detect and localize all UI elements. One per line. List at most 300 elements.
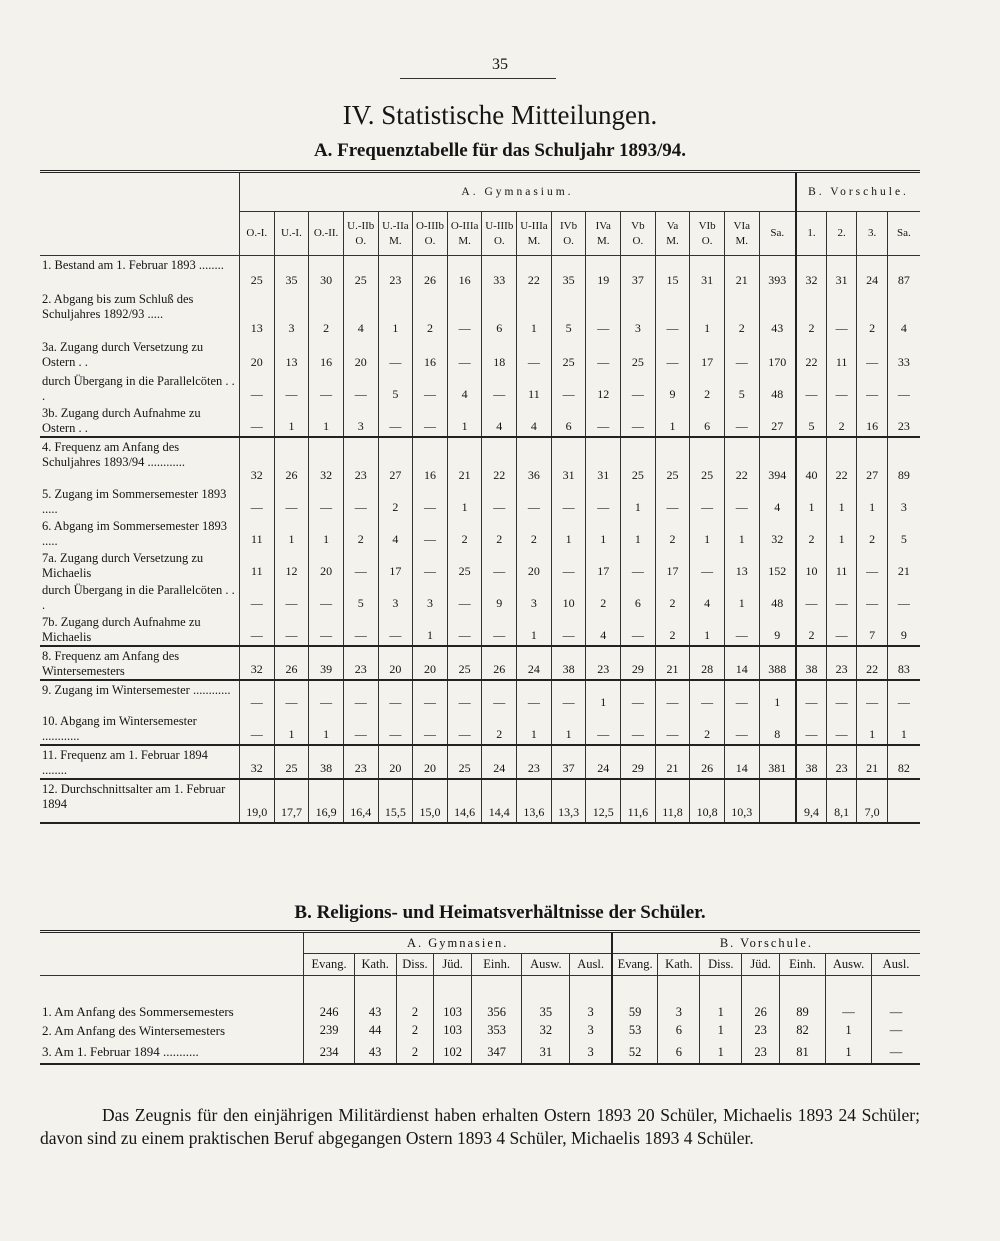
column-header: Jüd.: [434, 954, 472, 976]
table-cell: —: [343, 372, 378, 404]
column-header: Diss.: [396, 954, 434, 976]
column-header: Evang.: [304, 954, 354, 976]
table-cell: 4: [343, 290, 378, 338]
table-cell: —: [796, 581, 826, 613]
table-cell: —: [586, 290, 621, 338]
table-cell: —: [447, 290, 482, 338]
table-cell: 20: [413, 745, 448, 779]
table-cell: —: [621, 549, 656, 581]
table-cell: 23: [586, 646, 621, 680]
table-cell: 21: [447, 437, 482, 485]
table-row: [40, 613, 920, 646]
table-cell: —: [239, 404, 274, 437]
column-header: [309, 212, 344, 256]
table-cell: —: [378, 338, 413, 372]
table-cell: —: [586, 485, 621, 517]
table-row: [40, 290, 920, 338]
table-cell: 23: [343, 437, 378, 485]
table-cell: 11,8: [655, 779, 690, 823]
table-cell: —: [724, 712, 759, 745]
column-header: [239, 212, 274, 256]
table-cell: 52: [612, 1042, 658, 1064]
table-cell: 1: [796, 485, 826, 517]
table-cell: 40: [796, 437, 826, 485]
column-header-line: U.-I.: [281, 227, 302, 239]
table-cell: 87: [887, 256, 920, 290]
table-cell: 83: [887, 646, 920, 680]
column-header: [621, 212, 656, 256]
table-cell: 2: [447, 517, 482, 549]
row-label: 5. Zugang im Sommersemester 1893 .....: [42, 486, 227, 516]
table-cell: 13: [274, 338, 309, 372]
column-header-line: Vb: [631, 219, 645, 232]
table-cell: 53: [612, 1020, 658, 1042]
table-cell: 1: [724, 581, 759, 613]
column-header: Einh.: [472, 954, 522, 976]
table-cell: 25: [690, 437, 725, 485]
row-label: 2. Abgang bis zum Schluß des Schuljahres 1892/93 .....: [42, 291, 194, 321]
table-cell: —: [413, 712, 448, 745]
table-cell: 1: [690, 517, 725, 549]
table-cell: 25: [239, 256, 274, 290]
table-cell: —: [655, 485, 690, 517]
religion-table: [40, 930, 920, 1065]
table-row: [40, 646, 920, 680]
table-row: [40, 549, 920, 581]
table-cell: 6: [621, 581, 656, 613]
table-cell: 2: [796, 613, 826, 646]
table-cell: 32: [239, 646, 274, 680]
table-cell: —: [826, 372, 856, 404]
column-header-line: O-IIIa: [450, 219, 479, 232]
table-cell: 12: [274, 549, 309, 581]
table-cell: 26: [690, 745, 725, 779]
table-cell: —: [239, 372, 274, 404]
column-header: Kath.: [354, 954, 396, 976]
table-cell: 29: [621, 745, 656, 779]
table-cell: 3: [570, 1042, 612, 1064]
table-cell: —: [724, 613, 759, 646]
table-cell: 82: [887, 745, 920, 779]
column-header: [655, 212, 690, 256]
table-cell: 5: [343, 581, 378, 613]
table-cell: 32: [239, 437, 274, 485]
table-cell: 23: [742, 1042, 780, 1064]
table-cell: 16: [309, 338, 344, 372]
vorschule-section-header: B. Vorschule.: [796, 172, 920, 212]
table-row: [40, 517, 920, 549]
table-cell: 82: [779, 1020, 825, 1042]
table-cell: 38: [551, 646, 586, 680]
column-header-line: O.: [632, 234, 644, 247]
table-cell: —: [872, 1042, 920, 1064]
table-cell: 17: [378, 549, 413, 581]
table-cell: 20: [413, 646, 448, 680]
row-label: durch Übergang in die Parallelcöten . . .: [42, 373, 235, 403]
table-cell: 234: [304, 1042, 354, 1064]
table-cell: —: [826, 613, 856, 646]
table-cell: 394: [759, 437, 796, 485]
table-cell: 1: [759, 680, 796, 712]
table-cell: 23: [517, 745, 552, 779]
column-header-line: O.: [493, 234, 505, 247]
table-cell: 1: [413, 613, 448, 646]
table-cell: 26: [274, 437, 309, 485]
table-cell: 23: [343, 646, 378, 680]
table-cell: 38: [796, 745, 826, 779]
table-cell: 9: [482, 581, 517, 613]
table-cell: 35: [274, 256, 309, 290]
table-cell: 25: [447, 646, 482, 680]
table-cell: —: [343, 680, 378, 712]
table-cell: 15: [655, 256, 690, 290]
table-cell: 38: [309, 745, 344, 779]
column-header-line: O.: [563, 234, 574, 247]
table-cell: —: [826, 290, 856, 338]
table-cell: 24: [857, 256, 887, 290]
table-cell: 2: [724, 290, 759, 338]
table-cell: —: [724, 338, 759, 372]
table-cell: 26: [742, 976, 780, 1020]
table-cell: 2: [396, 1020, 434, 1042]
table-row: [40, 712, 920, 745]
table-cell: —: [517, 338, 552, 372]
table-cell: 17: [586, 549, 621, 581]
table-cell: —: [586, 404, 621, 437]
table-cell: 1: [586, 680, 621, 712]
table-b-heading: B. Religions- und Heimatsverhältnisse der Schüler.: [294, 902, 706, 923]
column-header-line: O.: [355, 234, 367, 247]
table-cell: 12: [586, 372, 621, 404]
table-cell: —: [690, 485, 725, 517]
table-cell: 10: [551, 581, 586, 613]
table-cell: —: [309, 372, 344, 404]
row-label: 6. Abgang im Sommersemester 1893 .....: [42, 518, 228, 548]
table-cell: 21: [857, 745, 887, 779]
table-cell: —: [887, 372, 920, 404]
table-cell: —: [378, 613, 413, 646]
table-row: [40, 404, 920, 437]
table-cell: 1: [700, 976, 742, 1020]
column-header: [447, 212, 482, 256]
table-cell: —: [872, 1020, 920, 1042]
table-cell: 22: [826, 437, 856, 485]
column-header: Evang.: [612, 954, 658, 976]
table-cell: 43: [354, 976, 396, 1020]
table-cell: —: [482, 549, 517, 581]
table-cell: 353: [472, 1020, 522, 1042]
table-cell: 31: [690, 256, 725, 290]
table-cell: 16,9: [309, 779, 344, 823]
column-header: [378, 212, 413, 256]
table-cell: 23: [343, 745, 378, 779]
table-cell: 5: [887, 517, 920, 549]
table-cell: —: [309, 613, 344, 646]
table-cell: 31: [826, 256, 856, 290]
table-cell: 2: [690, 372, 725, 404]
row-label: 1. Am Anfang des Sommersemesters: [40, 976, 304, 1020]
table-cell: 1: [621, 517, 656, 549]
table-cell: —: [796, 372, 826, 404]
table-cell: 24: [517, 646, 552, 680]
table-cell: 16,4: [343, 779, 378, 823]
table-cell: 356: [472, 976, 522, 1020]
table-cell: 1: [274, 517, 309, 549]
table-cell: 20: [309, 549, 344, 581]
column-header-line: O.-II.: [313, 227, 339, 239]
table-cell: 2: [655, 581, 690, 613]
table-cell: 3: [517, 581, 552, 613]
row-label: 3a. Zugang durch Versetzung zu Ostern . .: [42, 339, 204, 369]
table-cell: 37: [551, 745, 586, 779]
table-cell: 11: [826, 549, 856, 581]
table-cell: 1: [690, 290, 725, 338]
table-cell: 393: [759, 256, 796, 290]
column-header-line: M.: [389, 234, 402, 247]
table-cell: —: [309, 581, 344, 613]
table-cell: 14,4: [482, 779, 517, 823]
table-cell: 39: [309, 646, 344, 680]
table-cell: 11: [239, 549, 274, 581]
table-cell: —: [857, 338, 887, 372]
table-cell: —: [857, 680, 887, 712]
table-cell: —: [447, 680, 482, 712]
table-cell: 1: [551, 517, 586, 549]
table-cell: 1: [826, 1020, 872, 1042]
table-cell: 1: [586, 517, 621, 549]
table-row: [40, 976, 920, 1020]
column-header: [517, 212, 552, 256]
column-header: 3.: [857, 212, 887, 256]
table-cell: 17: [655, 549, 690, 581]
table-cell: 1: [690, 613, 725, 646]
table-cell: 1: [517, 290, 552, 338]
table-cell: 32: [796, 256, 826, 290]
table-cell: 13,3: [551, 779, 586, 823]
table-cell: —: [857, 581, 887, 613]
table-cell: 27: [857, 437, 887, 485]
table-cell: 5: [796, 404, 826, 437]
table-cell: 20: [517, 549, 552, 581]
table-cell: [759, 779, 796, 823]
table-cell: —: [482, 680, 517, 712]
table-cell: 103: [434, 976, 472, 1020]
column-header-line: M.: [666, 234, 679, 247]
table-row: [40, 437, 920, 485]
table-row: [40, 779, 920, 823]
column-header-line: VIa: [733, 219, 751, 232]
table-cell: 37: [621, 256, 656, 290]
table-cell: 14,6: [447, 779, 482, 823]
table-cell: 3: [413, 581, 448, 613]
table-cell: 3: [887, 485, 920, 517]
table-cell: 25: [551, 338, 586, 372]
table-cell: 10: [796, 549, 826, 581]
table-cell: 1: [517, 613, 552, 646]
column-header: Sa.: [887, 212, 920, 256]
table-cell: 20: [343, 338, 378, 372]
table-cell: 21: [655, 745, 690, 779]
table-cell: —: [796, 712, 826, 745]
table-cell: 1: [274, 712, 309, 745]
table-cell: 19,0: [239, 779, 274, 823]
table-cell: 4: [586, 613, 621, 646]
table-cell: —: [887, 581, 920, 613]
table-cell: —: [690, 680, 725, 712]
table-cell: 20: [239, 338, 274, 372]
table-cell: —: [517, 485, 552, 517]
table-cell: 9: [759, 613, 796, 646]
table-cell: —: [413, 372, 448, 404]
table-cell: 22: [517, 256, 552, 290]
footnote-text: Das Zeugnis für den einjährigen Militärdienst haben erhalten Ostern 1893 20 Schüler, Michaelis 1893 24 Schüler; davon sind zu einem praktischen Beruf abgegangen Ostern 1893 4 Schüler, Michaelis 1893 4 Schüler.: [40, 1105, 920, 1148]
table-row: [40, 1020, 920, 1042]
table-cell: —: [586, 712, 621, 745]
table-cell: 246: [304, 976, 354, 1020]
table-cell: 9,4: [796, 779, 826, 823]
table-cell: 1: [857, 712, 887, 745]
table-cell: 1: [700, 1042, 742, 1064]
table-cell: 6: [658, 1020, 700, 1042]
table-cell: 347: [472, 1042, 522, 1064]
table-cell: —: [872, 976, 920, 1020]
table-cell: 4: [517, 404, 552, 437]
table-row: [40, 1042, 920, 1064]
table-cell: 3: [343, 404, 378, 437]
table-cell: 26: [482, 646, 517, 680]
table-cell: —: [621, 613, 656, 646]
table-cell: —: [239, 485, 274, 517]
table-cell: 27: [378, 437, 413, 485]
table-cell: 26: [274, 646, 309, 680]
table-cell: 17: [690, 338, 725, 372]
column-header-line: O.: [701, 234, 713, 247]
table-cell: —: [826, 581, 856, 613]
table-cell: 32: [759, 517, 796, 549]
table-cell: —: [551, 549, 586, 581]
table-cell: 1: [447, 404, 482, 437]
table-cell: 388: [759, 646, 796, 680]
table-cell: —: [482, 613, 517, 646]
table-cell: —: [239, 712, 274, 745]
table-cell: 11,6: [621, 779, 656, 823]
table-cell: 2: [309, 290, 344, 338]
column-header: Ausw.: [522, 954, 570, 976]
row-label: 2. Am Anfang des Wintersemesters: [42, 1022, 226, 1038]
row-label: 7b. Zugang durch Aufnahme zu Michaelis: [42, 614, 201, 644]
table-cell: 3: [621, 290, 656, 338]
table-cell: —: [655, 338, 690, 372]
table-cell: —: [413, 517, 448, 549]
table-cell: 4: [447, 372, 482, 404]
table-cell: —: [413, 549, 448, 581]
table-cell: 21: [724, 256, 759, 290]
table-cell: 15,0: [413, 779, 448, 823]
table-cell: 23: [742, 1020, 780, 1042]
table-cell: 2: [796, 290, 826, 338]
table-cell: 35: [551, 256, 586, 290]
table-row: [40, 485, 920, 517]
table-cell: 10,3: [724, 779, 759, 823]
table-cell: 1: [309, 517, 344, 549]
table-cell: —: [274, 680, 309, 712]
table-cell: 1: [826, 1042, 872, 1064]
table-cell: —: [482, 372, 517, 404]
table-cell: —: [551, 613, 586, 646]
table-cell: 31: [551, 437, 586, 485]
column-header-line: U.-IIa: [382, 219, 409, 232]
table-cell: 1: [309, 712, 344, 745]
gymnasien-section-header: A. Gymnasien.: [304, 932, 612, 954]
column-header: 2.: [826, 212, 856, 256]
table-cell: 2: [413, 290, 448, 338]
column-header-line: VIb: [698, 219, 716, 232]
table-cell: —: [447, 581, 482, 613]
table-cell: 22: [796, 338, 826, 372]
table-cell: —: [551, 372, 586, 404]
table-cell: 10,8: [690, 779, 725, 823]
table-cell: 16: [413, 437, 448, 485]
column-header: [586, 212, 621, 256]
table-cell: —: [655, 712, 690, 745]
table-cell: 2: [857, 290, 887, 338]
table-cell: 239: [304, 1020, 354, 1042]
row-label: 4. Frequenz am Anfang des Schuljahres 1893/94 ............: [40, 437, 239, 485]
table-cell: 3: [658, 976, 700, 1020]
table-cell: 32: [309, 437, 344, 485]
column-header-line: M.: [527, 234, 541, 247]
table-cell: 1: [700, 1020, 742, 1042]
table-row: [40, 745, 920, 779]
table-cell: 2: [482, 517, 517, 549]
table-cell: 43: [354, 1042, 396, 1064]
table-cell: 21: [887, 549, 920, 581]
table-cell: 21: [655, 646, 690, 680]
table-cell: 25: [621, 437, 656, 485]
table-cell: 4: [482, 404, 517, 437]
table-cell: 7,0: [857, 779, 887, 823]
table-cell: —: [887, 680, 920, 712]
table-cell: —: [796, 680, 826, 712]
row-label-header: [40, 932, 304, 976]
table-cell: 11: [517, 372, 552, 404]
table-cell: 3: [274, 290, 309, 338]
table-cell: —: [655, 680, 690, 712]
table-cell: —: [274, 581, 309, 613]
table-cell: —: [826, 976, 872, 1020]
table-cell: 1: [274, 404, 309, 437]
table-cell: —: [826, 712, 856, 745]
table-cell: 1: [887, 712, 920, 745]
table-cell: 1: [655, 404, 690, 437]
table-cell: 103: [434, 1020, 472, 1042]
table-cell: 24: [586, 745, 621, 779]
table-cell: 170: [759, 338, 796, 372]
table-cell: —: [724, 404, 759, 437]
table-cell: 18: [482, 338, 517, 372]
table-cell: 59: [612, 976, 658, 1020]
table-cell: —: [239, 581, 274, 613]
table-row: [40, 581, 920, 613]
column-header-line: O.-I.: [246, 227, 268, 239]
table-cell: 1: [826, 517, 856, 549]
table-cell: 36: [517, 437, 552, 485]
column-header: Kath.: [658, 954, 700, 976]
row-label: 12. Durchschnittsalter am 1. Februar 1894: [40, 779, 239, 823]
table-cell: 20: [378, 646, 413, 680]
table-cell: 6: [690, 404, 725, 437]
column-header-line: Sa.: [770, 227, 785, 239]
